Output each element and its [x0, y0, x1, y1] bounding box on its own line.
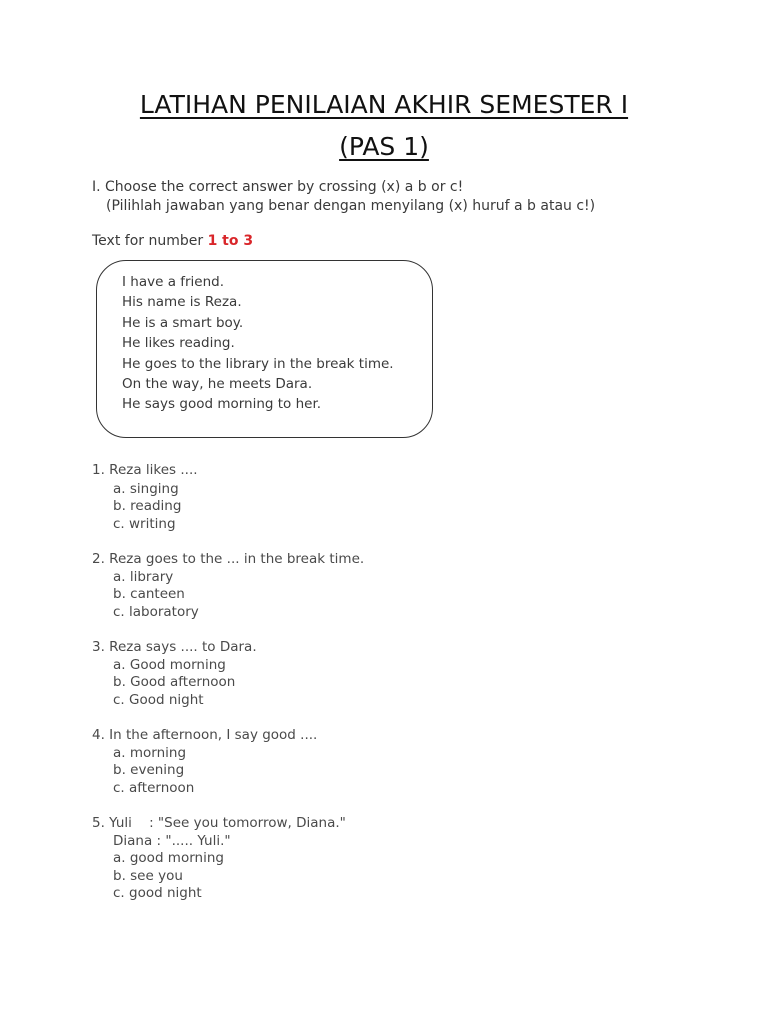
- option-2c[interactable]: c. laboratory: [113, 604, 199, 620]
- option-3a[interactable]: a. Good morning: [113, 657, 226, 673]
- instruction-indonesian: (Pilihlah jawaban yang benar dengan menyilang (x) huruf a b atau c!): [106, 198, 596, 214]
- option-3c[interactable]: c. Good night: [113, 692, 204, 708]
- question-3: 3. Reza says .... to Dara.: [92, 639, 257, 655]
- option-5a[interactable]: a. good morning: [113, 850, 224, 866]
- text-for-range: 1 to 3: [207, 233, 254, 249]
- question-5-line2: Diana : "..... Yuli.": [113, 833, 231, 849]
- option-4a[interactable]: a. morning: [113, 745, 187, 761]
- option-4b[interactable]: b. evening: [113, 762, 185, 778]
- text-for-heading: [92, 233, 253, 249]
- passage-line: On the way, he meets Dara.: [122, 376, 313, 392]
- passage-line: He goes to the library in the break time.: [122, 356, 394, 372]
- option-3b[interactable]: b. Good afternoon: [113, 674, 236, 690]
- passage-line: His name is Reza.: [122, 294, 242, 310]
- question-1: 1. Reza likes ....: [92, 462, 198, 478]
- question-5: 5. Yuli : "See you tomorrow, Diana.": [92, 815, 346, 831]
- text-for-prefix: Text for number: [92, 233, 208, 249]
- question-2: 2. Reza goes to the ... in the break time.: [92, 551, 365, 567]
- option-5c[interactable]: c. good night: [113, 885, 202, 901]
- option-5b[interactable]: b. see you: [113, 868, 183, 884]
- option-1c[interactable]: c. writing: [113, 516, 176, 532]
- option-1b[interactable]: b. reading: [113, 498, 182, 514]
- passage-line: He likes reading.: [122, 335, 235, 351]
- option-4c[interactable]: c. afternoon: [113, 780, 195, 796]
- page-subtitle: (PAS 1): [339, 132, 429, 161]
- option-2a[interactable]: a. library: [113, 569, 174, 585]
- option-2b[interactable]: b. canteen: [113, 586, 185, 602]
- passage-line: He says good morning to her.: [122, 396, 322, 412]
- question-4: 4. In the afternoon, I say good ....: [92, 727, 318, 743]
- instruction-english: I. Choose the correct answer by crossing (x) a b or c!: [92, 179, 464, 195]
- option-1a[interactable]: a. singing: [113, 481, 179, 497]
- passage-line: I have a friend.: [122, 274, 225, 290]
- page-title: LATIHAN PENILAIAN AKHIR SEMESTER I: [139, 90, 629, 119]
- passage-line: He is a smart boy.: [122, 315, 244, 331]
